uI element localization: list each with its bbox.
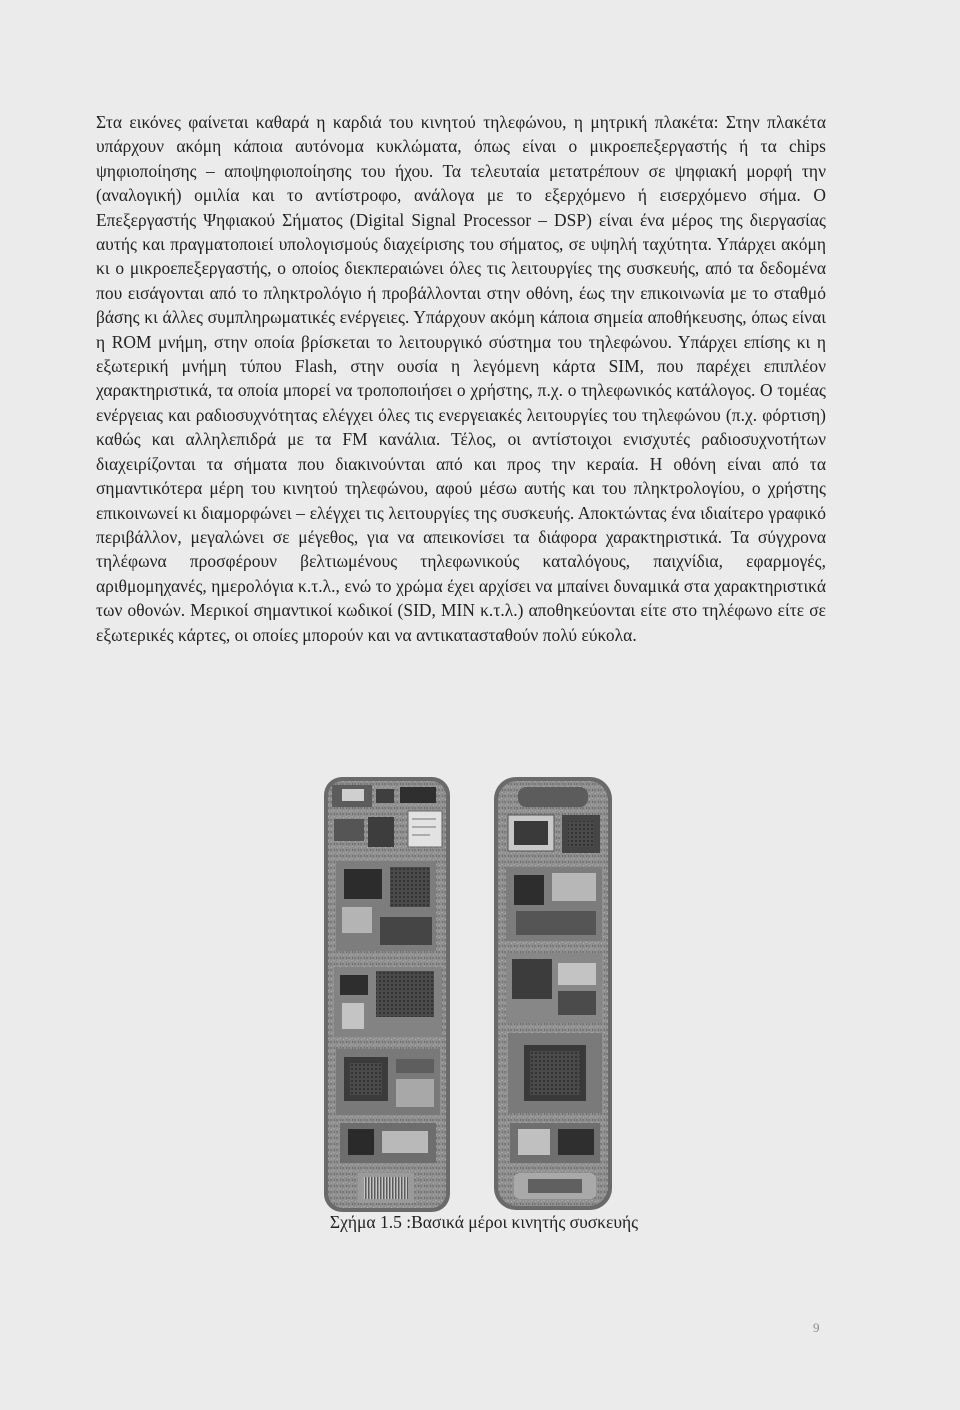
circuit-boards-photo xyxy=(318,771,618,1216)
body-paragraph: Στα εικόνες φαίνεται καθαρά η καρδιά του κινητού τηλεφώνου, η μητρική πλακέτα: Στην πλακέτα υπάρχουν ακόμη κάποια αυτόνομα κυκλώματα, όπως είναι ο μικροεπεξεργαστής ή τα chips ψηφιοποίησης – αποψηφιοποίησης του ήχου. Τα τελευταία μετατρέπουν σε ψηφιακή μορφή την (αναλογική) ομιλία και το αντίστροφο, ανάλογα με το εξερχόμενο ή εισερχόμενο σήμα. Ο Επεξεργαστής Ψηφιακού Σήματος (Digital Signal Processor – DSP) είναι ένα μέρος της διεργασίας αυτής και πραγματοποιεί υπολογισμούς διαχείρισης του σήματος, σε υψηλή ταχύτητα. Υπάρχει ακόμη κι ο μικροεπεξεργαστής, ο οποίος διεκπεραιώνει όλες τις λειτουργίες της συσκευής, από τα δεδομένα που εισάγονται από το πληκτρολόγιο ή προβάλλονται στην οθόνη, έως την επικοινωνία με το σταθμό βάσης κι άλλες συμπληρωματικές ενέργειες. Υπάρχουν ακόμη κάποια σημεία αποθήκευσης, όπως είναι η ROM μνήμη, στην οποία βρίσκεται το λειτουργικό σύστημα του τηλεφώνου. Υπάρχει επίσης κι η εξωτερική μνήμη τύπου Flash, στην ουσία η λεγόμενη κάρτα SIM, που παρέχει επιπλέον χαρακτηριστικά, τα οποία μπορεί να τροποποιήσει ο χρήστης, π.χ. ο τηλεφωνικός κατάλογος. Ο τομέας ενέργειας και ραδιοσυχνότητας ελέγχει όλες τις ενεργειακές λειτουργίες του τηλεφώνου (π.χ. φόρτιση) καθώς και αλληλεπιδρά με τα FM κανάλια. Τέλος, οι αντίστοιχοι ενισχυτές ραδιοσυχνοτήτων διαχειρίζονται τα σήματα που διακινούνται από και προς την κεραία. Η οθόνη είναι από τα σημαντικότερα μέρη του κινητού τηλεφώνου, αφού μέσω αυτής και του πληκτρολογίου, ο χρήστης επικοινωνεί κι διαμορφώνει – ελέγχει τις λειτουργίες της συσκευής. Αποκτώντας ένα ιδιαίτερο γραφικό περιβάλλον, μεγαλώνει σε μέγεθος, για να απεικονίσει τα διάφορα χαρακτηριστικά. Τα σύγχρονα τηλέφωνα προσφέρουν βελτιωμένους τηλεφωνικούς καταλόγους, παιχνίδια, εφαρμογές, αριθμομηχανές, ημερολόγια κ.τ.λ., ενώ το χρώμα έχει αρχίσει να μπαίνει δυναμικά στα χαρακτηριστικά των οθονών. Μερικοί σημαντικοί κωδικοί (SID, MIN κ.τ.λ.) αποθηκεύονται είτε στο τηλέφωνο είτε σε εξωτερικές κάρτες, οι οποίες μπορούν και να αντικατασταθούν πολύ εύκολα. xyxy=(96,112,826,645)
figure-caption: Σχήμα 1.5 :Βασικά μέροι κινητής συσκευής xyxy=(329,1212,639,1232)
body-text xyxy=(96,110,826,647)
right-circuit-board xyxy=(494,777,612,1210)
left-circuit-board xyxy=(324,777,450,1212)
page-number: 9 xyxy=(813,1320,820,1335)
